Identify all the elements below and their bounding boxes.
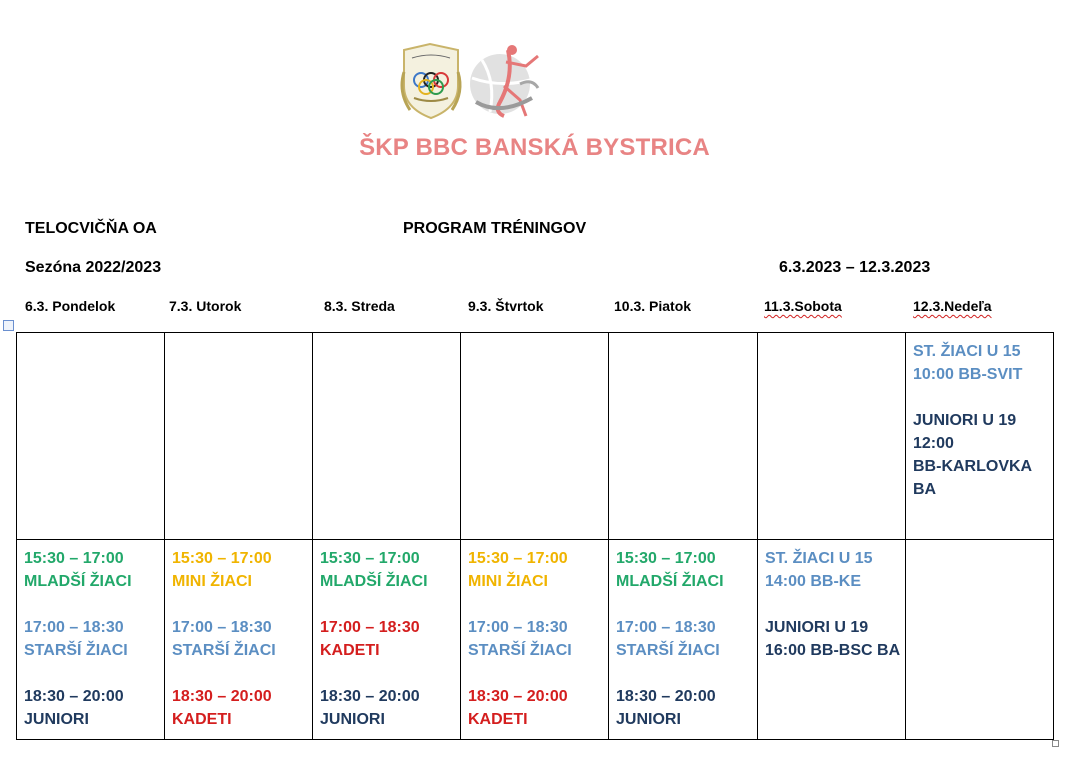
entry-group: STARŠÍ ŽIACI — [172, 642, 276, 659]
schedule-entry — [765, 547, 905, 593]
program-title: PROGRAM TRÉNINGOV — [403, 220, 587, 237]
entry-match: 14:00 BB-KE — [765, 573, 862, 590]
club-title: ŠKP BBC BANSKÁ BYSTRICA — [359, 134, 710, 161]
schedule-entry — [172, 547, 312, 593]
schedule-entry — [172, 685, 312, 731]
cell-sunday-row1[interactable] — [906, 333, 1054, 540]
schedule-entry — [24, 547, 164, 593]
entry-team: JUNIORI U 19 — [765, 619, 869, 636]
schedule-entry — [616, 616, 757, 662]
table-resize-handle-icon[interactable] — [1052, 740, 1059, 747]
entry-time: 17:00 – 18:30 — [172, 619, 272, 636]
cell-saturday-row1[interactable] — [758, 333, 906, 540]
entry-time: 18:30 – 20:00 — [172, 688, 272, 705]
schedule-entry — [616, 685, 757, 731]
entry-group: KADETI — [468, 711, 528, 728]
entry-group: STARŠÍ ŽIACI — [468, 642, 572, 659]
schedule-entry — [913, 409, 1053, 501]
entry-time: 18:30 – 20:00 — [320, 688, 420, 705]
entry-group: MINI ŽIACI — [468, 573, 548, 590]
entry-match: BB-KARLOVKA — [913, 458, 1033, 475]
cell-monday-row1[interactable] — [17, 333, 165, 540]
schedule-entry — [765, 616, 905, 662]
entry-time: 15:30 – 17:00 — [468, 550, 568, 567]
entry-time: 10:00 BB-SVIT — [913, 366, 1023, 383]
schedule-entry — [468, 547, 608, 593]
entry-time: 15:30 – 17:00 — [172, 550, 272, 567]
cell-tuesday-row2[interactable] — [165, 540, 313, 740]
club-logos — [400, 42, 545, 120]
schedule-entry — [320, 616, 460, 662]
entry-match: BA — [913, 481, 937, 498]
entry-time: 12:00 — [913, 435, 954, 452]
entry-team: ST. ŽIACI U 15 — [913, 343, 1021, 360]
entry-group: MLADŠÍ ŽIACI — [320, 573, 428, 590]
day-header-monday: 6.3. Pondelok — [25, 298, 116, 314]
entry-time: 15:30 – 17:00 — [24, 550, 124, 567]
schedule-entry — [320, 685, 460, 731]
entry-team: JUNIORI U 19 — [913, 412, 1017, 429]
entry-group: MINI ŽIACI — [172, 573, 252, 590]
entry-group: KADETI — [172, 711, 232, 728]
club-crest-icon — [400, 42, 545, 120]
day-header-sunday: 12.3.Nedeľa — [913, 298, 992, 314]
day-header-friday: 10.3. Piatok — [614, 298, 692, 314]
cell-friday-row1[interactable] — [609, 333, 758, 540]
entry-time: 18:30 – 20:00 — [616, 688, 716, 705]
entry-group: KADETI — [320, 642, 380, 659]
entry-match: 16:00 BB-BSC BA — [765, 642, 901, 659]
entry-group: STARŠÍ ŽIACI — [24, 642, 128, 659]
entry-time: 18:30 – 20:00 — [468, 688, 568, 705]
venue-label: TELOCVIČŇA OA — [25, 220, 157, 237]
entry-time: 17:00 – 18:30 — [320, 619, 420, 636]
table-move-handle-icon[interactable] — [3, 320, 14, 331]
season-label: Sezóna 2022/2023 — [25, 259, 162, 276]
entry-time: 15:30 – 17:00 — [616, 550, 716, 567]
cell-wednesday-row2[interactable] — [313, 540, 461, 740]
table-row — [17, 333, 1054, 540]
day-header-saturday: 11.3.Sobota — [764, 298, 842, 314]
day-header-tuesday: 7.3. Utorok — [169, 298, 242, 314]
schedule-entry — [172, 616, 312, 662]
cell-tuesday-row1[interactable] — [165, 333, 313, 540]
schedule-entry — [24, 616, 164, 662]
entry-team: ST. ŽIACI U 15 — [765, 550, 873, 567]
entry-time: 15:30 – 17:00 — [320, 550, 420, 567]
date-range: 6.3.2023 – 12.3.2023 — [779, 259, 931, 276]
schedule-entry — [616, 547, 757, 593]
entry-time: 17:00 – 18:30 — [616, 619, 716, 636]
cell-sunday-row2[interactable] — [906, 540, 1054, 740]
schedule-entry — [913, 340, 1053, 386]
cell-monday-row2[interactable] — [17, 540, 165, 740]
schedule-entry — [468, 616, 608, 662]
entry-group: MLADŠÍ ŽIACI — [24, 573, 132, 590]
cell-wednesday-row1[interactable] — [313, 333, 461, 540]
entry-time: 18:30 – 20:00 — [24, 688, 124, 705]
entry-group: MLADŠÍ ŽIACI — [616, 573, 724, 590]
cell-friday-row2[interactable] — [609, 540, 758, 740]
training-schedule-table — [16, 332, 1054, 740]
cell-thursday-row1[interactable] — [461, 333, 609, 540]
day-header-wednesday: 8.3. Streda — [324, 298, 395, 314]
day-header-thursday: 9.3. Štvrtok — [468, 298, 544, 314]
schedule-entry — [320, 547, 460, 593]
entry-group: JUNIORI — [320, 711, 385, 728]
entry-time: 17:00 – 18:30 — [468, 619, 568, 636]
cell-saturday-row2[interactable] — [758, 540, 906, 740]
cell-thursday-row2[interactable] — [461, 540, 609, 740]
entry-time: 17:00 – 18:30 — [24, 619, 124, 636]
entry-group: STARŠÍ ŽIACI — [616, 642, 720, 659]
entry-group: JUNIORI — [616, 711, 681, 728]
table-row — [17, 540, 1054, 740]
schedule-entry — [24, 685, 164, 731]
entry-group: JUNIORI — [24, 711, 89, 728]
schedule-entry — [468, 685, 608, 731]
